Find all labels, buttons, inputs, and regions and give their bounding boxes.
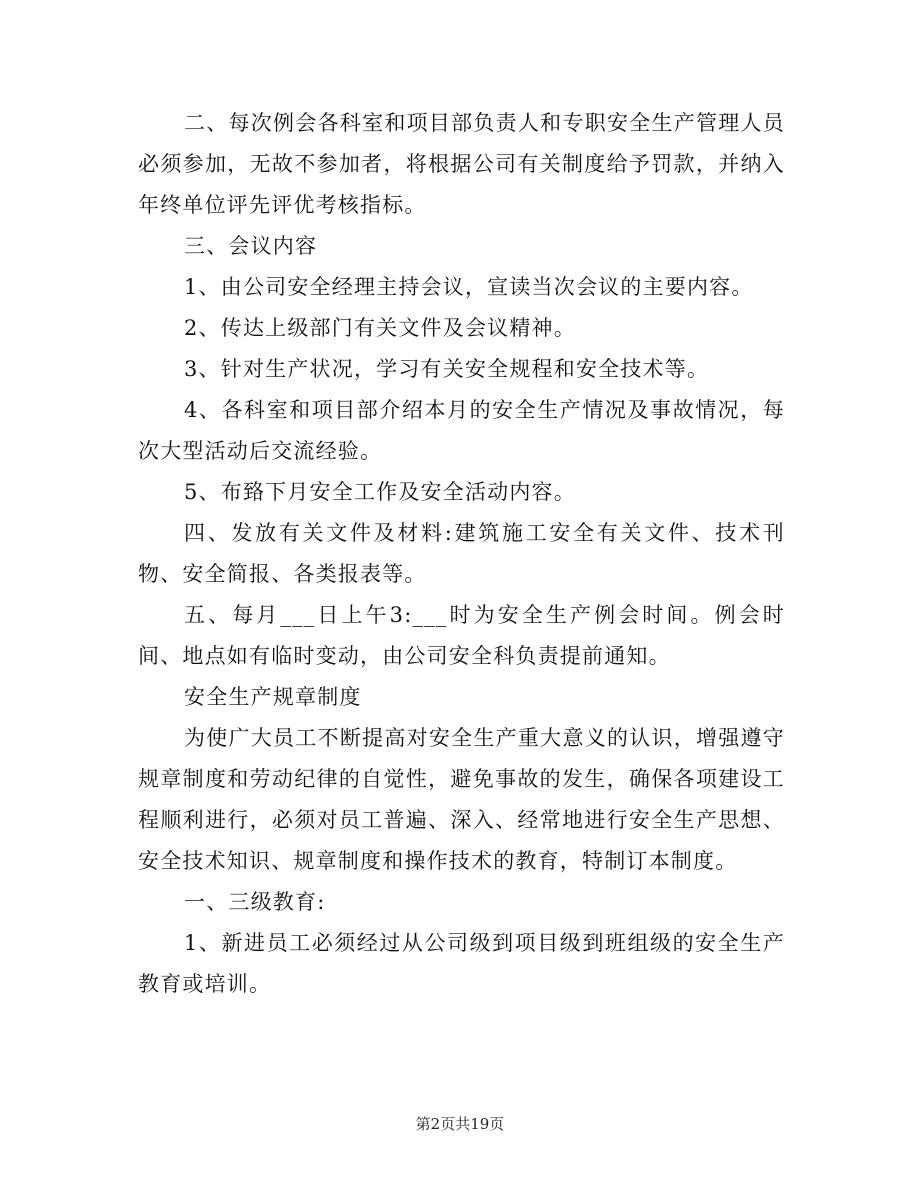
document-body bbox=[138, 103, 785, 1005]
list-item-3: 3、针对生产状况，学习有关安全规程和安全技术等。 bbox=[184, 357, 710, 381]
list-item-2: 2、传达上级部门有关文件及会议精神。 bbox=[184, 316, 576, 340]
heading-three-level-education: 一、三级教育: bbox=[184, 890, 326, 914]
paragraph-documents: 四、发放有关文件及材料:建筑施工安全有关文件、技术刊物、安全简报、各类报表等。 bbox=[138, 521, 785, 586]
heading-meeting-content: 三、会议内容 bbox=[184, 234, 318, 258]
list-item-5: 5、布臵下月安全工作及安全活动内容。 bbox=[184, 480, 576, 504]
list-item-4: 4、各科室和项目部介绍本月的安全生产情况及事故情况，每次大型活动后交流经验。 bbox=[138, 398, 785, 463]
paragraph-rules-intro: 为使广大员工不断提高对安全生产重大意义的认识，增强遵守规章制度和劳动纪律的自觉性，避免事故的发生，确保各项建设工程顺利进行，必须对员工普遍、深入、经常地进行安全生产思想、安全技术知识、规章制度和操作技术的教育，特制订本制度。 bbox=[138, 726, 785, 873]
section-title-safety-rules: 安全生产规章制度 bbox=[184, 685, 362, 709]
list-item-1: 1、由公司安全经理主持会议，宣读当次会议的主要内容。 bbox=[184, 275, 754, 299]
page-number-footer: 第2页共19页 bbox=[415, 1115, 505, 1133]
paragraph-attendance-rule: 二、每次例会各科室和项目部负责人和专职安全生产管理人员必须参加，无故不参加者，将根据公司有关制度给予罚款，并纳入年终单位评先评优考核指标。 bbox=[138, 111, 785, 217]
paragraph-meeting-time: 五、每月___日上午3:___时为安全生产例会时间。例会时间、地点如有临时变动，由公司安全科负责提前通知。 bbox=[138, 603, 785, 668]
list-item-new-employee: 1、新进员工必须经过从公司级到项目级到班组级的安全生产教育或培训。 bbox=[138, 931, 785, 996]
